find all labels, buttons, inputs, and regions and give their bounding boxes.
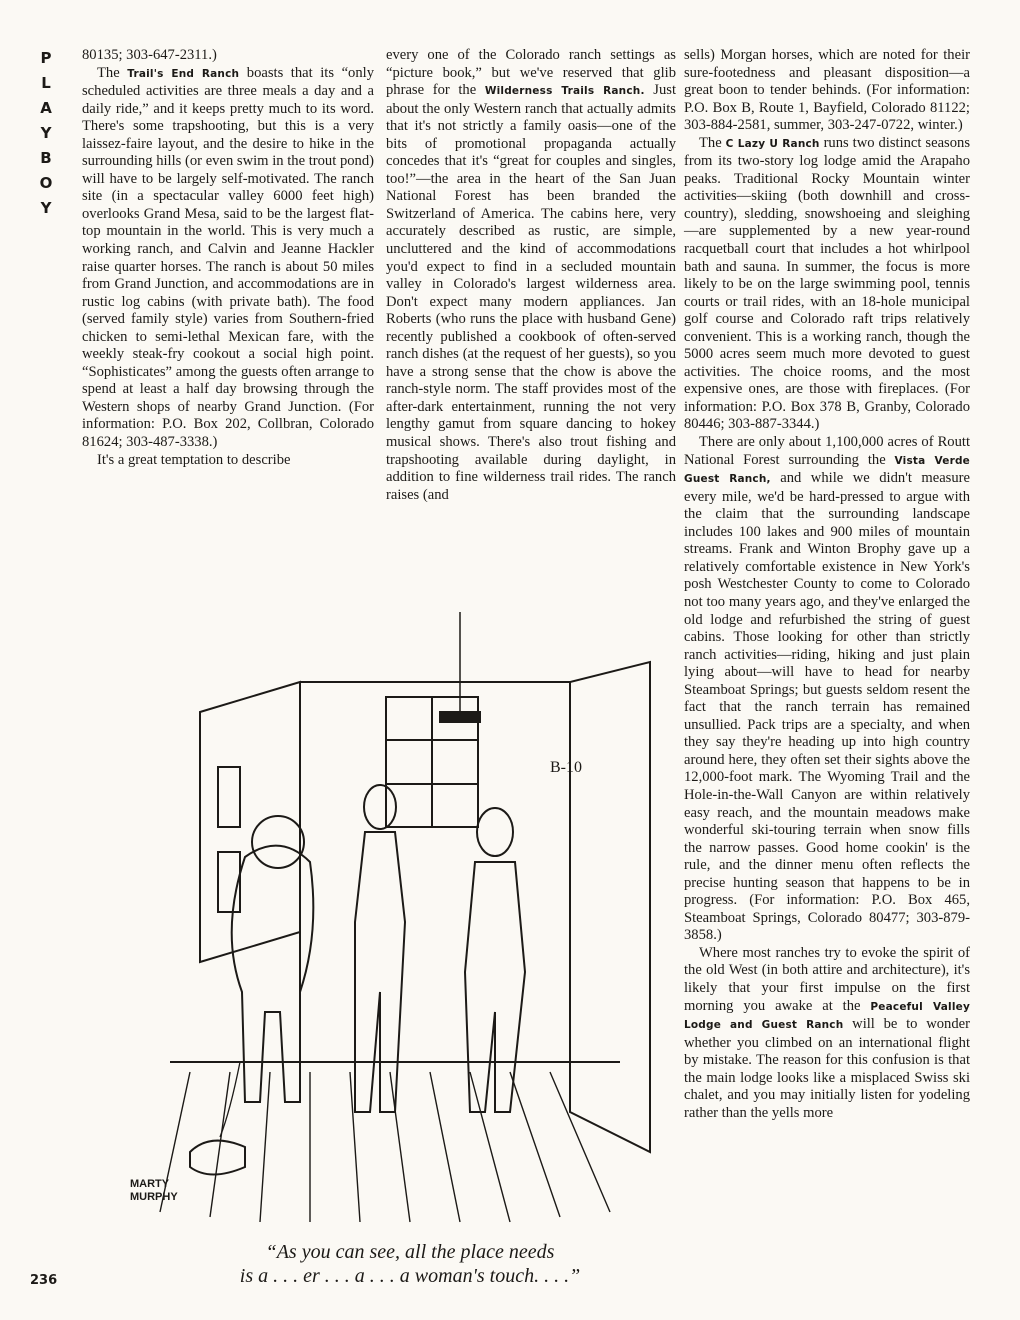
- paragraph: It's a great temptation to describe: [97, 451, 291, 468]
- ranch-name: Trail's End Ranch: [127, 67, 240, 80]
- article-column-1: [82, 47, 374, 469]
- article-column-2: [386, 47, 676, 504]
- ranch-name: Vista Verde Guest Ranch,: [684, 454, 970, 486]
- caption-line: “As you can see, all the place needs: [265, 1241, 555, 1263]
- paragraph: Where most ranches try to evoke the spirit of the old West (in both attire and architecture), it's likely that your first impulse on the first morning you awake at the Peaceful Valley Lodge and Guest Ranch will be to wonder whether you climbed on an international flight by mistake. The reason for this confusion is that the main lodge looks like a misplaced Swiss ski chalet, and you may initially listen for yodeling rather than the yells more: [684, 944, 970, 1121]
- running-head-letter: L: [41, 74, 53, 92]
- paragraph: every one of the Colorado ranch settings as “picture book,” but we've reserved that glib phrase for the Wilderness Trails Ranch. Just about the only Western ranch that actually admits that it's not strictly a family oasis—one of the bits of promotional propaganda actually concedes that it's “great for couples and singles, too!”—the area in the heart of the San Juan National Forest has been branded the Switzerland of America. The cabins here, very accurately described as rustic, are simple, uncluttered and the kind of accommodations you'd expect to find in a secluded mountain valley in Colorado's largest wilderness area. Don't expect many modern appliances. Jan Roberts (who runs the place with husband Gene) recently published a cookbook of often-served ranch dishes (at the request of her guests), so you have a strong sense that the chow is above the ranch-style norm. The staff provides most of the after-dark entertainment, running the not very lengthy gamut from square dancing to hokey musical shows. There's also trout fishing and trapshooting available during daylight, in addition to fine wilderness trail rides. The ranch raises (and: [386, 47, 676, 503]
- running-head-letter: O: [39, 174, 55, 192]
- ranch-name: Peaceful Valley Lodge and Guest Ranch: [684, 1000, 970, 1032]
- running-head-letter: B: [40, 149, 54, 167]
- paragraph: 80135; 303-647-2311.): [82, 47, 217, 63]
- cartoon-caption: [120, 1240, 700, 1288]
- page-number: 236: [30, 1273, 58, 1288]
- artist-signature: MARTY: [130, 1178, 170, 1190]
- ranch-name: C Lazy U Ranch: [725, 137, 820, 150]
- running-head-letter: A: [40, 99, 54, 117]
- running-head-letter: Y: [40, 124, 54, 142]
- article-column-3: [684, 47, 970, 1122]
- ranch-name: Wilderness Trails Ranch.: [484, 85, 645, 98]
- running-head-letter: P: [40, 49, 54, 67]
- magazine-running-head: [32, 46, 62, 221]
- paragraph: There are only about 1,100,000 acres of Routt National Forest surrounding the Vista Verde Guest Ranch, and while we didn't measure every mile, we'd be hard-pressed to argue with the claim that the surrounding landscape includes 100 lakes and 900 miles of mountain streams. Frank and Winton Brophy gave up a relatively comfortable existence in New York's posh Westchester County to come to Colorado not too many years ago, and they've enlarged the old lodge and refurbished the string of guest cabins. Those looking for other than strictly ranch activities—riding, hiking and just plain lying about—will have to head for nearby Steamboat Springs; but guests seldom resent the fact that the ranch terrain has remained unsullied. Pack trips are a specialty, and when they say they're heading up into high country around here, they often set their sights above the 12,000-foot mark. The Wyoming Trail and the Hole-in-the-Wall Canyon are within relatively easy reach, and the mountain meadows make wonderful ski-touring terrain when snow fills the narrow passes. Good home cookin' is the rule, and the dinner menu often reflects the precise hunting season that happens to be in progress. (For information: P.O. Box 465, Steamboat Springs, Colorado 80477; 303-879-3858.): [684, 434, 970, 944]
- running-head-letter: Y: [40, 199, 54, 217]
- paragraph: The Trail's End Ranch boasts that its “only scheduled activities are three meals a day and a daily ride,” and it keeps pretty much to its word. There's some trapshooting, but this is a very laissez-faire layout, and the desire to hike in the surrounding hills (or even swim in the trout pond) will have to be largely self-motivated. The ranch site (in a spectacular valley 6000 feet high) overlooks Grand Mesa, said to be the largest flat-top mountain in the world. This is very much a working ranch, and Calvin and Jeanne Hackler raise quarter horses. The ranch is about 50 miles from Grand Junction, and accommodations are in rustic log cabins (with private bath). The food (served family style) varies from Southern-fried chicken to semi-lethal Mexican fare, with the weekly steak-fry cookout a social high point. “Sophisticates” among the guests often arrange to spend at least a half day browsing through the Western shops of nearby Grand Junction. (For information: P.O. Box 202, Collbran, Colorado 81624; 303-487-3338.): [82, 64, 374, 451]
- paragraph: The C Lazy U Ranch runs two distinct seasons from its two-story log lodge amid the Arapaho peaks. Traditional Rocky Mountain winter activities—skiing (both downhill and cross-country), sledding, snowshoeing and sleighing—are supplemented by a new year-round racquetball court that includes a hot whirlpool bath and sauna. In summer, the focus is more likely to be on the large swimming pool, tennis courts or trail rides, with an 18-hole municipal golf course and Colorado raft trips relatively convenient. This is a working ranch, though the 5000 acres seem much more devoted to guest activities. The choice rooms, and the most expensive ones, are those with fireplaces. (For information: P.O. Box 378 B, Granby, Colorado 80446; 303-887-3344.): [684, 134, 970, 433]
- door-number: B-10: [550, 759, 582, 776]
- cartoon-illustration: [130, 592, 670, 1232]
- artist-signature: MURPHY: [130, 1191, 178, 1203]
- caption-line: is a . . . er . . . a . . . a woman's touch. . . .”: [239, 1265, 581, 1287]
- paragraph: sells) Morgan horses, which are noted for their sure-footedness and pleasant disposition—a great boon to tender behinds. (For information: P.O. Box B, Route 1, Bayfield, Colorado 81122; 303-884-2581, summer, 303-247-0722, winter.): [684, 47, 970, 134]
